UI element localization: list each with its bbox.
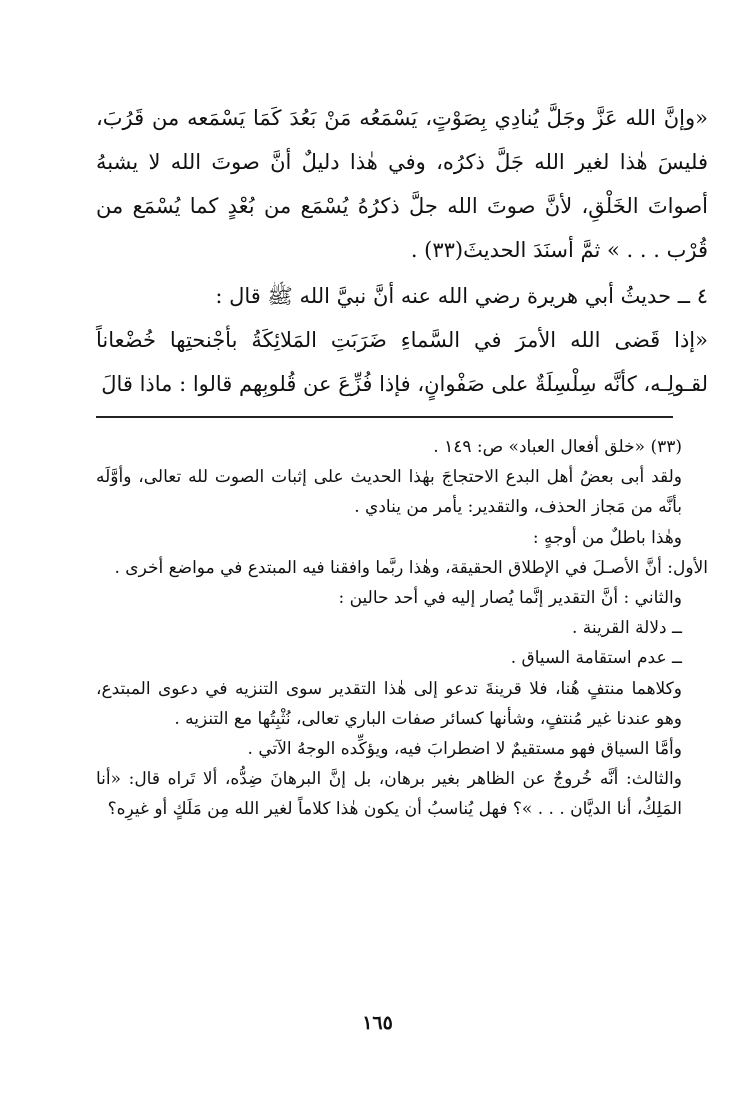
main-paragraph-hadith: «إذا قَضى الله الأمرَ في السَّماءِ ضَرَبَتِ المَلائِكَةُ بأجْنحتِها خُضْعاناً لقـولِـه، كأنَّه سِلْسِلَةٌ على صَفْوانٍ، فإذا فُزِّعَ عن قُلوبِهم قالوا : ماذا قالَ: [96, 328, 708, 396]
footnote-paragraph: وهٰذا باطلٌ من أوجهٍ :: [532, 527, 682, 548]
main-text: [96, 96, 708, 406]
footnote-separator: [96, 416, 673, 418]
footnote-paragraph: والثاني : أنَّ التقدير إنَّما يُصار إليه في أحد حالين :: [338, 588, 682, 609]
hadith-heading: ٤ ــ حديثُ أبي هريرة رضي الله عنه أنَّ نبيَّ الله ﷺ قال :: [215, 284, 708, 308]
footnote-reference: (٣٣) «خلق أفعال العباد» ص: ١٤٩ .: [433, 437, 682, 457]
footnotes: [96, 432, 708, 825]
page-number: ١٦٥: [362, 1012, 393, 1034]
footnote-list-item: ــ عدم استقامة السياق .: [510, 648, 682, 669]
footnote-paragraph: ولقد أبى بعضُ أهل البدع الاحتجاجَ بهٰذا الحديث على إثبات الصوت لله تعالى، وأوَّلَه بأنَّه من مَجاز الحذف، والتقدير: يأمر من ينادي .: [96, 467, 682, 518]
footnote-paragraph: الأول: أنَّ الأصـلَ في الإطلاق الحقيقة، وهٰذا ربَّما وافقنا فيه المبتدع في مواضع أخرى .: [114, 557, 708, 578]
footnote-paragraph: وكلاهما منتفٍ هُنا، فلا قرينةَ تدعو إلى هٰذا التقدير سوى التنزيه في دعوى المبتدع، وهو عندنا غير مُنتفٍ، وشأنها كسائر صفات الباري تعالى، نُثْبِتُها مع التنزيه .: [96, 678, 682, 729]
footnote-paragraph: والثالث: أنَّه خُروجٌ عن الظاهر بغير برهان، بل إنَّ البرهانَ ضِدُّه، ألا تَراه قال: «أنا المَلِكُ، أنا الديَّان . . . »؟ فهل يُناسبُ أن يكون هٰذا كلاماً لغير الله مِن مَلَكٍ أو غيرِه؟: [96, 769, 682, 820]
footnote-list-item: ــ دلالة القرينة .: [572, 618, 682, 639]
footnote-paragraph: وأمَّا السياق فهو مستقيمٌ لا اضطرابَ فيه، ويؤكِّده الوجهُ الآتي .: [247, 739, 682, 760]
main-paragraph-quote: «وإنَّ الله عَزَّ وجَلَّ يُنادِي بِصَوْتٍ، يَسْمَعُه مَنْ بَعُدَ كَمَا يَسْمَعه من قَرُبَ، فليسَ هٰذا لغير الله جَلَّ ذكرُه، وفي هٰذا دليلٌ أنَّ صوتَ الله لا يشبهُ أصواتَ الخَلْقِ، لأنَّ صوتَ الله جلَّ ذكرُهُ يُسْمَع من بُعْدٍ كما يُسْمَع من قُرْب . . . » ثمَّ أسنَدَ الحديثَ(٣٣) .: [96, 106, 708, 262]
